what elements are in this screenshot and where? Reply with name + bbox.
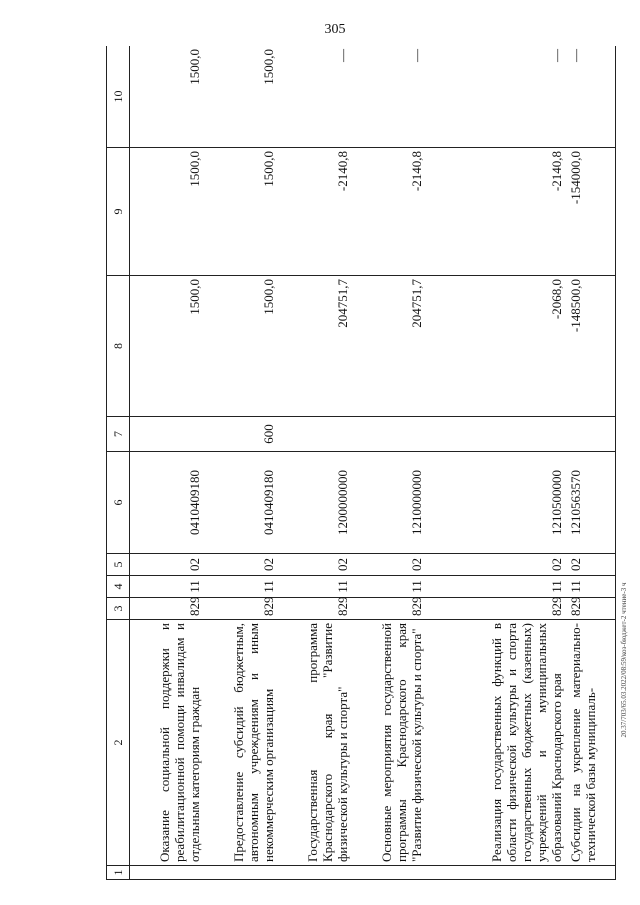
col-header-2: 2	[107, 620, 130, 866]
cell-c9: -2140,8	[352, 148, 426, 276]
cell-c6: 1210563570	[566, 452, 616, 554]
cell-index	[426, 866, 566, 880]
cell-c6: 1200000000	[278, 452, 352, 554]
cell-index	[130, 866, 204, 880]
cell-index	[352, 866, 426, 880]
cell-index	[566, 866, 616, 880]
cell-c4: 11	[204, 576, 278, 598]
cell-c3: 829	[130, 598, 204, 620]
cell-c9: 1500,0	[204, 148, 278, 276]
col-header-6: 6	[107, 452, 130, 554]
col-header-3: 3	[107, 598, 130, 620]
cell-c8: -148500,0	[566, 276, 616, 417]
cell-c10: —	[566, 46, 616, 148]
table-row	[130, 46, 204, 880]
cell-c3: 829	[352, 598, 426, 620]
cell-c8: 204751,7	[278, 276, 352, 417]
cell-c4: 11	[352, 576, 426, 598]
cell-name: Субсидии на укрепление материально-технической базы муниципаль-	[566, 620, 616, 866]
col-header-1: 1	[107, 866, 130, 880]
cell-c10: —	[352, 46, 426, 148]
cell-c7	[130, 417, 204, 452]
cell-index	[204, 866, 278, 880]
budget-table	[106, 46, 616, 880]
budget-table-area	[106, 46, 616, 880]
cell-name: Предоставление субсидий бюджетным, автономным учреждениям и иным некоммерческим организациям	[204, 620, 278, 866]
cell-c10: —	[278, 46, 352, 148]
cell-c4: 11	[566, 576, 616, 598]
cell-c6: 0410409180	[204, 452, 278, 554]
cell-name: Государственная программа Краснодарского края "Развитие физической культуры и спорта"	[278, 620, 352, 866]
col-header-4: 4	[107, 576, 130, 598]
cell-c7: 600	[204, 417, 278, 452]
header-row	[107, 46, 130, 880]
cell-c8: -2068,0	[426, 276, 566, 417]
cell-c6: 0410409180	[130, 452, 204, 554]
cell-c4: 11	[426, 576, 566, 598]
table-row	[278, 46, 352, 880]
cell-name: Основные мероприятия государственной программы Краснодарского края "Развитие физической культуры и спорта"	[352, 620, 426, 866]
cell-c5: 02	[566, 554, 616, 576]
cell-c10: 1500,0	[130, 46, 204, 148]
col-header-5: 5	[107, 554, 130, 576]
cell-c4: 11	[278, 576, 352, 598]
cell-c3: 829	[566, 598, 616, 620]
cell-c5: 02	[352, 554, 426, 576]
page-number: 305	[324, 22, 346, 37]
cell-c3: 829	[426, 598, 566, 620]
col-header-7: 7	[107, 417, 130, 452]
table-row	[426, 46, 566, 880]
cell-index	[278, 866, 352, 880]
cell-c5: 02	[278, 554, 352, 576]
cell-c9: -154000,0	[566, 148, 616, 276]
table-row	[204, 46, 278, 880]
cell-c9: -2140,8	[426, 148, 566, 276]
cell-c3: 829	[278, 598, 352, 620]
budget-table-rotated	[106, 46, 616, 880]
cell-c3: 829	[204, 598, 278, 620]
cell-c7	[352, 417, 426, 452]
cell-c6: 1210000000	[352, 452, 426, 554]
side-note	[618, 440, 630, 880]
col-header-10: 10	[107, 46, 130, 148]
cell-c8: 1500,0	[204, 276, 278, 417]
col-header-8: 8	[107, 276, 130, 417]
cell-c10: 1500,0	[204, 46, 278, 148]
cell-c7	[278, 417, 352, 452]
cell-c7	[566, 417, 616, 452]
cell-name: Реализация государственных функций в области физической культуры и спорта государственных бюджетных (казенных) учреждений и муниципальных образований Краснодарского края	[426, 620, 566, 866]
cell-c4: 11	[130, 576, 204, 598]
table-row	[566, 46, 616, 880]
col-header-9: 9	[107, 148, 130, 276]
side-note-text: 20.37/703/65.03.2022/08:59/коз-бюджет-2 чтение-3 ч	[620, 582, 628, 738]
cell-c7	[426, 417, 566, 452]
table-row	[352, 46, 426, 880]
cell-c8: 1500,0	[130, 276, 204, 417]
cell-c6: 1210500000	[426, 452, 566, 554]
cell-c10: —	[426, 46, 566, 148]
cell-name: Оказание социальной поддержки и реабилитационной помощи инвалидам и отдельным категориям граждан	[130, 620, 204, 866]
cell-c5: 02	[130, 554, 204, 576]
cell-c9: -2140,8	[278, 148, 352, 276]
cell-c5: 02	[426, 554, 566, 576]
cell-c5: 02	[204, 554, 278, 576]
cell-c9: 1500,0	[130, 148, 204, 276]
cell-c8: 204751,7	[352, 276, 426, 417]
